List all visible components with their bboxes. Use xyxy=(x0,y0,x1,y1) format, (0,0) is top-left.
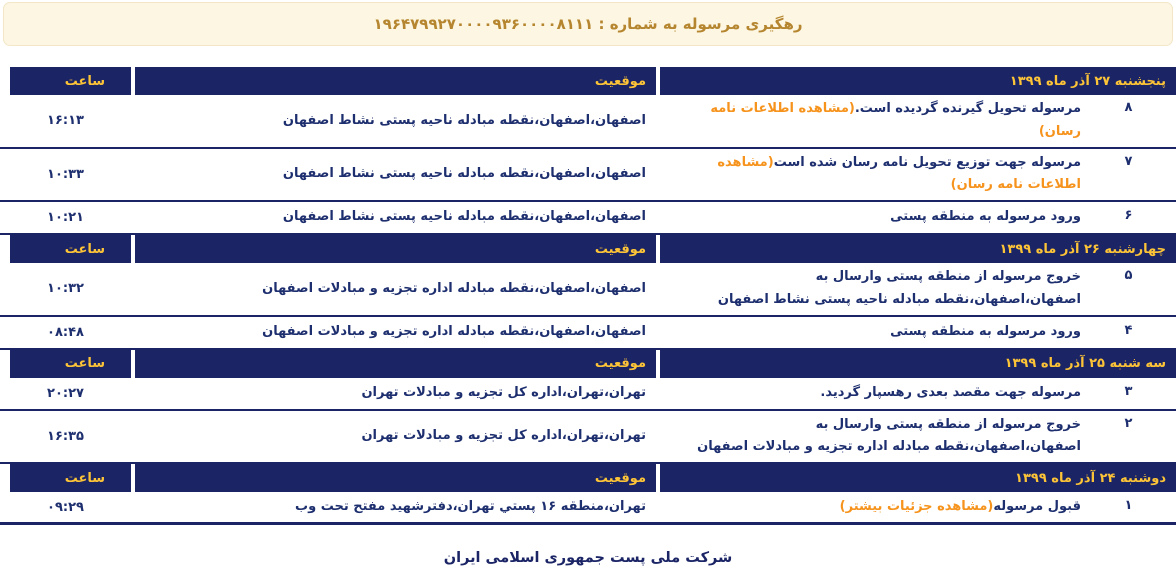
view-mail-carrier-info-link[interactable]: (مشاهده اطلاعات نامه رسان) xyxy=(717,154,1081,193)
status-text xyxy=(656,152,1081,198)
row-number: ۴ xyxy=(1124,322,1133,338)
location-text: اصفهان،اصفهان،نقطه مبادله اداره تجزیه و مبادلات اصفهان xyxy=(262,323,646,339)
section-header-date-27 xyxy=(0,67,1176,95)
status-text xyxy=(656,98,1081,144)
date-header-label: سه شنبه ۲۵ آذر ماه ۱۳۹۹ xyxy=(660,350,1176,378)
row-number: ۶ xyxy=(1124,208,1133,224)
location-column-header: موقعیت xyxy=(135,235,656,263)
status-text xyxy=(656,206,1081,229)
status-description: ورود مرسوله به منطقه پستی xyxy=(890,209,1081,225)
status-cell xyxy=(656,321,1176,344)
table-row xyxy=(0,378,1176,411)
location-column-header: موقعیت xyxy=(135,67,656,95)
table-row xyxy=(0,263,1176,317)
status-cell xyxy=(656,382,1176,405)
location-text: اصفهان،اصفهان،نقطه مبادله ناحیه پستی نشاط اصفهان xyxy=(282,209,646,225)
status-cell xyxy=(656,152,1176,198)
date-header-label: دوشنبه ۲۴ آذر ماه ۱۳۹۹ xyxy=(660,464,1176,492)
table-row xyxy=(0,149,1176,203)
status-cell xyxy=(656,414,1176,460)
time-column-header: ساعت xyxy=(10,464,131,492)
status-description: خروج مرسوله از منطقه پستی وارسال به اصفهان،اصفهان،نقطه مبادله ناحیه پستی نشاط اصفهان xyxy=(717,269,1081,307)
status-description: مرسوله جهت توزیع تحویل نامه رسان شده است xyxy=(773,154,1081,170)
table-row xyxy=(0,317,1176,350)
company-name: شرکت ملی پست جمهوری اسلامی ایران xyxy=(443,550,733,566)
status-cell xyxy=(656,98,1176,144)
table-row xyxy=(0,411,1176,465)
status-text xyxy=(656,414,1081,460)
location-text: اصفهان،اصفهان،نقطه مبادله اداره تجزیه و مبادلات اصفهان xyxy=(262,280,646,296)
location-column-header: موقعیت xyxy=(135,350,656,378)
time-text: ۱۶:۱۳ xyxy=(47,113,84,129)
page-footer xyxy=(0,547,1176,566)
status-description: مرسوله تحویل گیرنده گردیده است. xyxy=(854,101,1081,116)
time-text: ۱۰:۳۲ xyxy=(47,281,84,297)
time-text: ۰۸:۴۸ xyxy=(47,324,84,340)
location-text: تهران،منطقه ۱۶ پستي تهران،دفترشهید مفتح تحت وب xyxy=(295,498,646,514)
status-cell xyxy=(656,496,1176,519)
location-column-header: موقعیت xyxy=(135,464,656,492)
location-text: تهران،تهران،اداره کل تجزیه و مبادلات تهران xyxy=(361,428,646,444)
status-text xyxy=(656,382,1081,405)
location-text: اصفهان،اصفهان،نقطه مبادله ناحیه پستی نشاط اصفهان xyxy=(282,166,646,182)
status-description: قبول مرسوله xyxy=(993,498,1081,514)
status-text xyxy=(656,496,1081,519)
status-description: مرسوله جهت مقصد بعدی رهسپار گردید. xyxy=(820,384,1081,400)
view-mail-carrier-info-link[interactable]: (مشاهده اطلاعات نامه رسان) xyxy=(710,101,1081,139)
row-number: ۱ xyxy=(1124,497,1133,513)
tracking-page xyxy=(0,2,1176,566)
time-column-header: ساعت xyxy=(10,235,131,263)
date-header-label: پنجشنبه ۲۷ آذر ماه ۱۳۹۹ xyxy=(660,67,1176,95)
time-column-header: ساعت xyxy=(10,67,131,95)
tracking-number-title: رهگیری مرسوله به شماره : ۱۹۶۴۷۹۹۲۷۰۰۰۰۹۳۶۰۰۰۰۸۱۱۱ xyxy=(373,15,803,33)
location-text: تهران،تهران،اداره کل تجزیه و مبادلات تهران xyxy=(361,384,646,400)
tracking-table xyxy=(0,67,1176,525)
time-text: ۰۹:۲۹ xyxy=(47,499,84,515)
status-text xyxy=(656,321,1081,344)
row-number: ۳ xyxy=(1124,383,1133,399)
status-text xyxy=(656,266,1081,312)
time-text: ۲۰:۲۷ xyxy=(47,385,84,401)
time-text: ۱۰:۲۱ xyxy=(47,210,84,225)
view-more-details-link[interactable]: (مشاهده جزئیات بیشتر) xyxy=(839,498,994,514)
table-row xyxy=(0,95,1176,149)
status-cell xyxy=(656,206,1176,229)
section-header-date-26 xyxy=(0,235,1176,263)
section-header-date-24 xyxy=(0,464,1176,492)
location-text: اصفهان،اصفهان،نقطه مبادله ناحیه پستی نشاط اصفهان xyxy=(282,112,646,128)
time-text: ۱۶:۳۵ xyxy=(47,428,84,444)
tracking-number-banner xyxy=(3,2,1173,46)
status-cell xyxy=(656,266,1176,312)
date-header-label: چهارشنبه ۲۶ آذر ماه ۱۳۹۹ xyxy=(660,235,1176,263)
time-column-header: ساعت xyxy=(10,350,131,378)
row-number: ۸ xyxy=(1124,100,1133,115)
time-text: ۱۰:۳۳ xyxy=(47,166,84,182)
status-description: ورود مرسوله به منطقه پستی xyxy=(890,323,1081,339)
status-description: خروج مرسوله از منطقه پستی وارسال به اصفهان،اصفهان،نقطه مبادله اداره تجزیه و مبادلات اصفهان xyxy=(697,416,1081,455)
row-number: ۲ xyxy=(1124,415,1133,431)
section-header-date-25 xyxy=(0,350,1176,378)
table-row xyxy=(0,202,1176,235)
table-row xyxy=(0,492,1176,525)
row-number: ۵ xyxy=(1124,268,1133,283)
row-number: ۷ xyxy=(1124,153,1133,169)
